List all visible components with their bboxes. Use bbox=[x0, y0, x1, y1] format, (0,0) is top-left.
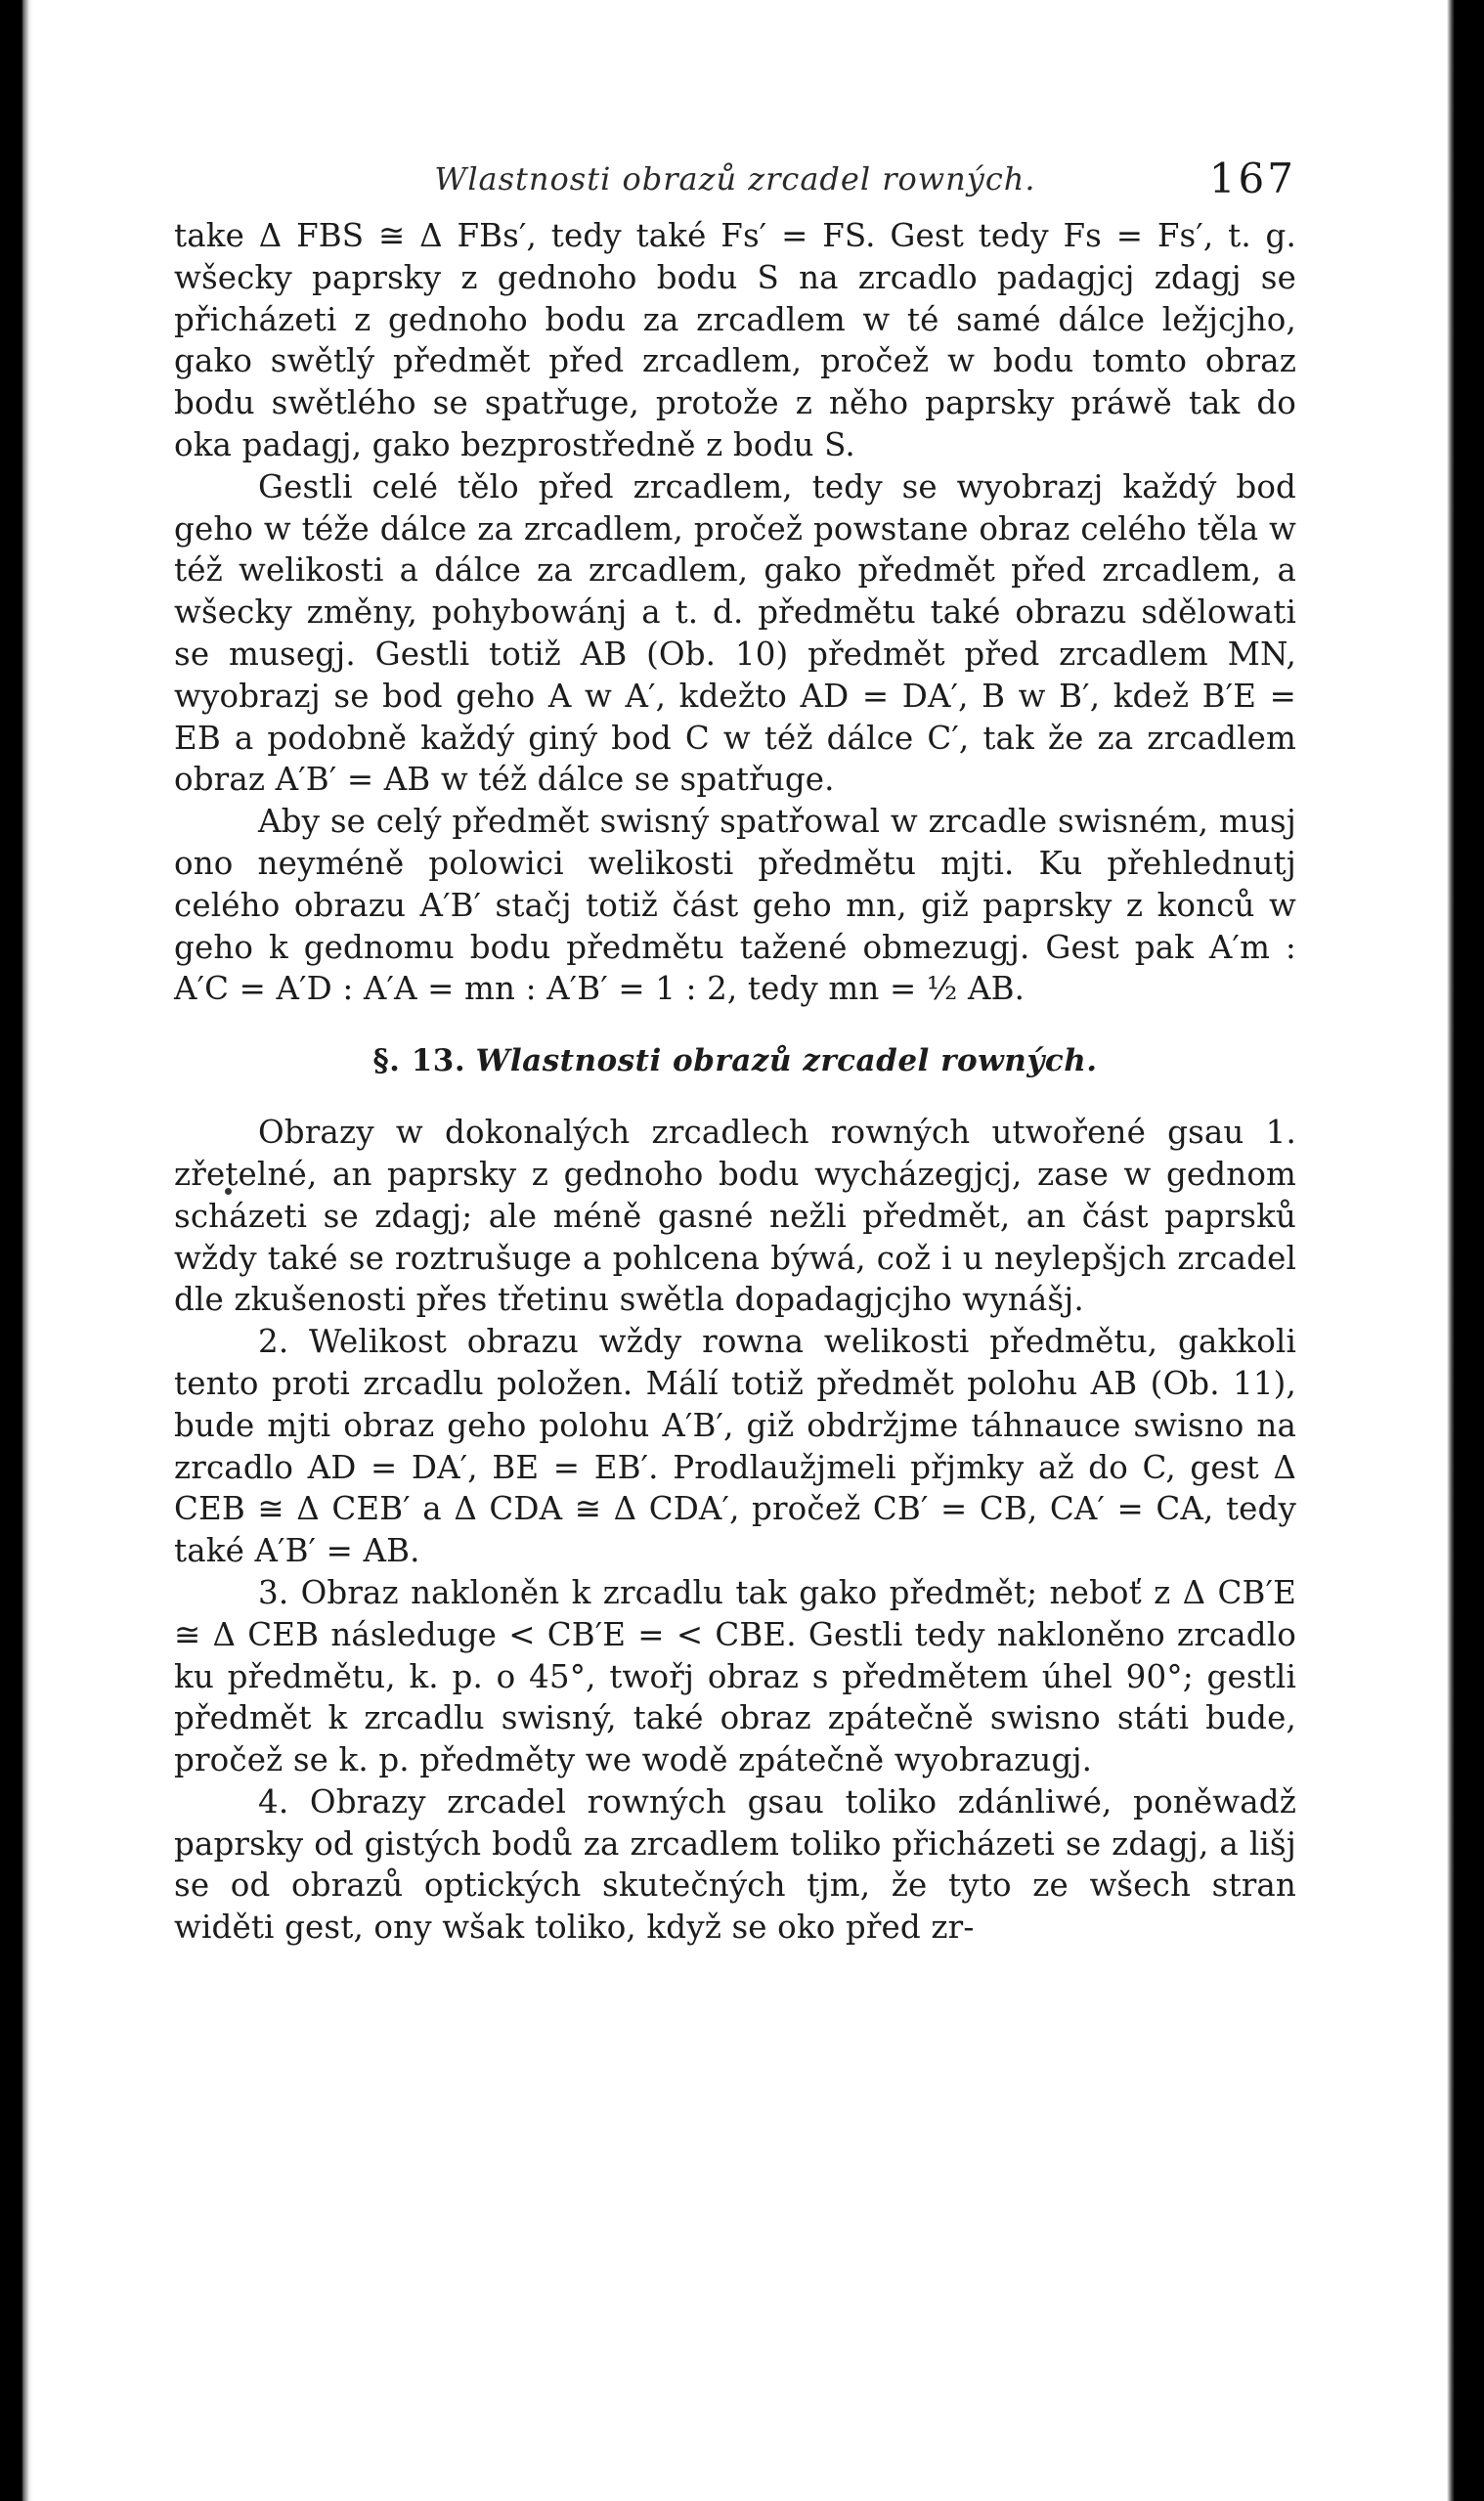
paragraph: Aby se celý předmět swisný spatřowal w zrcadle swisném, musj ono neyméně polowici welikosti předmětu mjti. Ku přehlednutj celého obrazu A′B′ stačj totiž část geho mn, giž paprsky z konců w geho k gednomu bodu předmětu tažené obmezugj. Gest pak A′m : A′C = A′D : A′A = mn : A′B′ = 1 : 2, tedy mn = ½ AB. bbox=[174, 803, 1296, 1008]
paragraph: 4. Obrazy zrcadel rowných gsau toliko zdánliwé, poněwadž paprsky od gistých bodů za zrcadlem toliko přicházeti se zdagj, a lišj se od obrazů optických skutečných tjm, že tyto ze wšech stran widěti gest, ony wšak toliko, když se oko před zr- bbox=[174, 1782, 1296, 1947]
paragraph: Obrazy w dokonalých zrcadlech rowných utwořené gsau 1. zřetelné, an paprsky z gednoho bodu wycházegjcj, zase w gednom scházeti se zdagj; ale méně gasné nežli předmět, an část paprsků wždy také se roztrušuge a pohlcena býwá, což i u neylepšjch zrcadel dle zkušenosti přes třetinu swětla dopadagjcjho wynášj. bbox=[174, 1114, 1296, 1319]
paragraph: 2. Welikost obrazu wždy rowna welikosti předmětu, gakkoli tento proti zrcadlu položen. Málí totiž předmět polohu AB (Ob. 11), bude mjti obraz geho polohu A′B′, giž obdržjme táhnauce swisno na zrcadlo AD = DA′, BE = EB′. Prodlaužjmeli přjmky až do C, gest Δ CEB ≅ Δ CEB′ a Δ CDA ≅ Δ CDA′, pročež CB′ = CB, CA′ = CA, tedy také A′B′ = AB. bbox=[174, 1323, 1296, 1570]
paragraph: 3. Obraz nakloněn k zrcadlu tak gako předmět; neboť z Δ CB′E ≅ Δ CEB následuge < CB′E = < CBE. Gestli tedy nakloněno zrcadlo ku předmětu, k. p. o 45°, twořj obraz s předmětem úhel 90°; gestli předmět k zrcadlu swisný, také obraz zpátečně swisno státi bude, pročež se k. p. předměty we wodě zpátečně wyobrazugj. bbox=[174, 1573, 1296, 1779]
paragraph: take Δ FBS ≅ Δ FBs′, tedy také Fs′ = FS. Gest tedy Fs = Fs′, t. g. wšecky paprsky z gednoho bodu S na zrcadlo padagjcj zdagj se přicházeti z gednoho bodu za zrcadlem w té samé dálce ležjcjho, gako swětlý předmět před zrcadlem, pročež w bodu tomto obraz bodu swětlého se spatřuge, protože z něho paprsky práwě tak do oka padagj, gako bezprostředně z bodu S. bbox=[174, 217, 1296, 463]
page-header bbox=[174, 147, 1296, 215]
page-number: 167 bbox=[1208, 154, 1296, 202]
scan-right-edge bbox=[1447, 0, 1484, 2501]
paragraph: Gestli celé tělo před zrcadlem, tedy se wyobrazj každý bod geho w téže dálce za zrcadlem, pročež powstane obraz celého těla w též welikosti a dálce za zrcadlem, gako předmět před zrcadlem, a wšecky změny, pohybowánj a t. d. předmětu také obrazu sdělowati se musegj. Gestli totiž AB (Ob. 10) předmět před zrcadlem MN, wyobrazj se bod geho A w A′, kdežto AD = DA′, B w B′, kdež B′E = EB a podobně každý giný bod C w též dálce C′, tak že za zrcadlem obraz A′B′ = AB w též dálce se spatřuge. bbox=[174, 467, 1296, 799]
running-title: Wlastnosti obrazů zrcadel rowných. bbox=[434, 160, 1036, 197]
section-heading bbox=[174, 1039, 1296, 1082]
section-title: Wlastnosti obrazů zrcadel rowných. bbox=[475, 1043, 1098, 1079]
scan-left-edge bbox=[0, 0, 33, 2501]
section-number: §. 13. bbox=[372, 1043, 466, 1079]
book-page bbox=[174, 147, 1296, 1949]
